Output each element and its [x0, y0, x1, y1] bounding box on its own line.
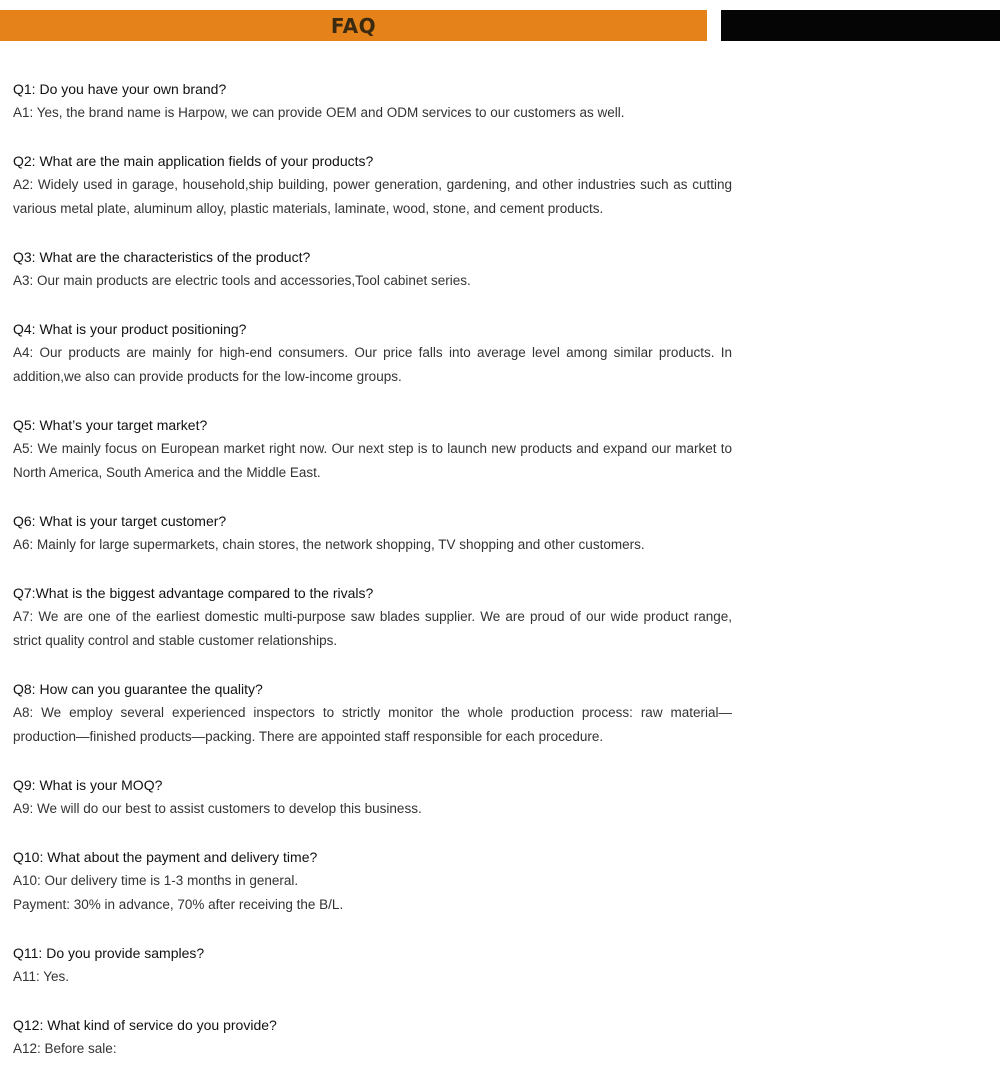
faq-question: Q12: What kind of service do you provide? [13, 1017, 277, 1033]
faq-item-10 [13, 845, 732, 917]
faq-item-6 [13, 509, 732, 557]
faq-item-5 [13, 413, 732, 485]
faq-banner-black-bar [721, 10, 1000, 41]
faq-item-2 [13, 149, 732, 221]
faq-item-11 [13, 941, 732, 989]
faq-item-9 [13, 773, 732, 821]
faq-answer-line: A9: We will do our best to assist customers to develop this business. [13, 801, 422, 816]
faq-question: Q4: What is your product positioning? [13, 321, 247, 337]
faq-question: Q5: What’s your target market? [13, 417, 208, 433]
faq-answer-line: A10: Our delivery time is 1-3 months in general. [13, 873, 299, 888]
faq-item-1 [13, 77, 732, 125]
faq-item-7 [13, 581, 732, 653]
faq-question: Q9: What is your MOQ? [13, 777, 163, 793]
faq-question: Q6: What is your target customer? [13, 513, 227, 529]
faq-item-4 [13, 317, 732, 389]
faq-answer-line: Payment: 30% in advance, 70% after receiving the B/L. [13, 897, 344, 912]
faq-item-8 [13, 677, 732, 749]
faq-list [13, 77, 732, 1085]
faq-answer-line: A12: Before sale: [13, 1041, 117, 1056]
faq-answer-line: A5: We mainly focus on European market right now. Our next step is to launch new products and expand our market to North America, South America and the Middle East. [13, 441, 732, 480]
faq-answer [13, 341, 732, 389]
faq-question: Q1: Do you have your own brand? [13, 81, 227, 97]
faq-question: Q11: Do you provide samples? [13, 945, 205, 961]
faq-banner [0, 10, 1000, 41]
faq-answer [13, 965, 732, 989]
faq-answer-line: A1: Yes, the brand name is Harpow, we can provide OEM and ODM services to our customers as well. [13, 105, 625, 120]
faq-banner-orange-bar [0, 10, 707, 41]
faq-question: Q7:What is the biggest advantage compared to the rivals? [13, 585, 374, 601]
faq-title: FAQ [330, 13, 377, 38]
faq-answer-line: A11: Yes. [13, 969, 70, 984]
faq-answer-line: A6: Mainly for large supermarkets, chain stores, the network shopping, TV shopping and other customers. [13, 537, 645, 552]
faq-question: Q10: What about the payment and delivery time? [13, 849, 318, 865]
faq-answer [13, 1037, 732, 1061]
faq-answer [13, 797, 732, 821]
faq-answer-line: A8: We employ several experienced inspectors to strictly monitor the whole production process: raw material—production—finished products—packing. There are appointed staff responsible for each procedure. [13, 705, 732, 744]
faq-answer-line: A3: Our main products are electric tools and accessories,Tool cabinet series. [13, 273, 471, 288]
faq-item-12 [13, 1013, 732, 1061]
faq-question: Q8: How can you guarantee the quality? [13, 681, 263, 697]
faq-answer-line: A7: We are one of the earliest domestic multi-purpose saw blades supplier. We are proud of our wide product range, strict quality control and stable customer relationships. [13, 609, 732, 648]
faq-question: Q3: What are the characteristics of the product? [13, 249, 311, 265]
faq-answer [13, 101, 732, 125]
faq-answer [13, 173, 732, 221]
faq-answer-line: A2: Widely used in garage, household,ship building, power generation, gardening, and other industries such as cutting various metal plate, aluminum alloy, plastic materials, laminate, wood, stone, and cement products. [13, 177, 732, 216]
faq-answer [13, 701, 732, 749]
faq-question: Q2: What are the main application fields of your products? [13, 153, 374, 169]
faq-answer [13, 437, 732, 485]
faq-answer [13, 533, 732, 557]
faq-answer [13, 869, 732, 917]
faq-item-3 [13, 245, 732, 293]
faq-answer-line: A4: Our products are mainly for high-end consumers. Our price falls into average level among similar products. In addition,we also can provide products for the low-income groups. [13, 345, 732, 384]
faq-answer [13, 269, 732, 293]
faq-answer [13, 605, 732, 653]
